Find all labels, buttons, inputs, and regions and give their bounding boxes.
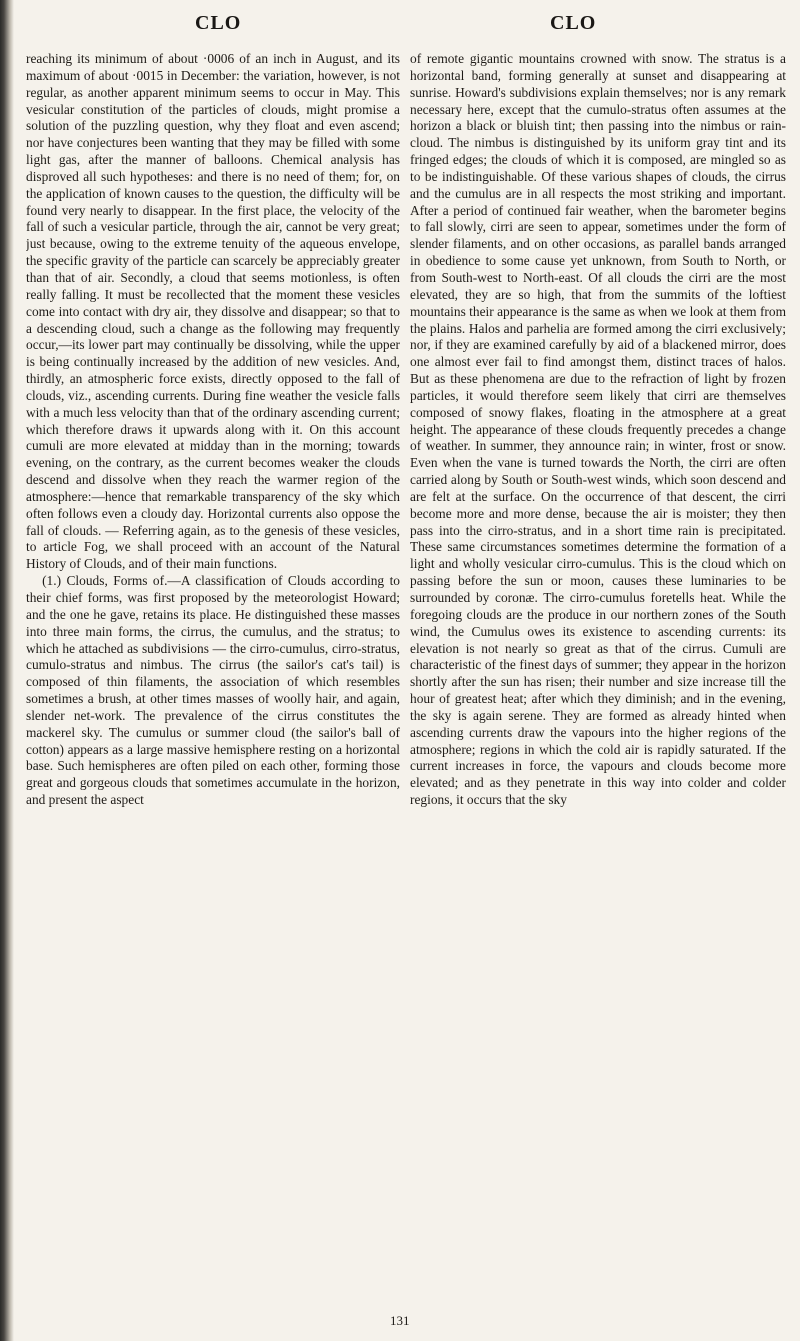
running-header-left: CLO: [195, 12, 242, 34]
paragraph: reaching its minimum of about ·0006 of an inch in August, and its maximum of about ·0015 in December: the variation, however, is not regular, as another apparent minimum seems to occur in May. This vesicular constitution of the particles of clouds, might promise a solution of the puzzling question, why they float and even ascend; nor have conjectures been wanting that they may be filled with some light gas, after the manner of balloons. Chemical analysis has disproved all such hypotheses: and there is no need of them; for, on the application of known causes to the question, the difficulty will be found very nearly to disappear. In the first place, the velocity of the fall of such a vesicular particle, through the air, cannot be very great; just because, owing to the extreme tenuity of the aqueous envelope, the specific gravity of the particle can scarcely be appreciably greater than that of air. Secondly, a cloud that seems motionless, is often really falling. It must be recollected that the moment these vesicles come into contact with dry air, they dissolve and disappear; so that to a descending cloud, such a change as the following may frequently occur,—its lower part may continually be dissolving, while the upper is being continually increased by the addition of new vesicles. And, thirdly, an atmospheric force exists, directly opposed to the fall of clouds, viz., ascending currents. During fine weather the vesicle falls with a much less velocity than that of the ordinary ascending current; which therefore draws it upwards along with it. On this account cumuli are more elevated at midday than in the morning; towards evening, on the contrary, as the current becomes weaker the clouds descend and dissolve when they reach the warmer region of the atmosphere:—hence that remarkable transparency of the sky which often follows even a cloudy day. Horizontal currents also oppose the fall of clouds. — Referring again, as to the genesis of these vesicles, to article Fog, we shall proceed with an account of the Natural History of Clouds, and of their main functions.: [26, 51, 400, 572]
paragraph: (1.) Clouds, Forms of.—A classification of Clouds according to their chief forms, was first proposed by the meteorologist Howard; and the one he gave, retains its place. He distinguished these masses into three main forms, the cirrus, the cumulus, and the stratus; to which he attached as subdivisions — the cirro-cumulus, cirro-stratus, cumulo-stratus and nimbus. The cirrus (the sailor's cat's tail) is composed of thin filaments, the association of which resembles sometimes a brush, at other times masses of woolly hair, and again, slender net-work. The prevalence of the cirrus constitutes the mackerel sky. The cumulus or summer cloud (the sailor's ball of cotton) appears as a large massive hemisphere resting on a horizontal base. Such hemispheres are often piled on each other, forming those great and gorgeous clouds that sometimes accumulate in the horizon, and present the aspect: [26, 573, 400, 808]
page-number: 131: [390, 1313, 410, 1328]
left-text-column: [26, 51, 400, 1306]
paragraph: of remote gigantic mountains crowned with snow. The stratus is a horizontal band, forming generally at sunset and disappearing at sunrise. Howard's subdivisions explain themselves; nor is any remark necessary here, except that the cumulo-stratus often assumes at the horizon a black or bluish tint; then passing into the nimbus or rain-cloud. The nimbus is distinguished by its uniform gray tint and its fringed edges; the clouds of which it is composed, are mingled so as to be indistinguishable. Of these various shapes of clouds, the cirrus and the cumulus are in all respects the most striking and important. After a period of continued fair weather, when the barometer begins to fall slowly, cirri are seen to appear, sometimes under the form of slender filaments, and on other occasions, as parallel bands arranged in obedience to some cause yet unknown, from South to North, or from South-west to North-east. Of all clouds the cirri are the most elevated, they are so high, that from the summits of the loftiest mountains their appearance is the same as when we look at them from the plains. Halos and parhelia are formed among the cirri exclusively; nor, if they are examined carefully by aid of a blackened mirror, does one almost ever fail to find amongst them, distinct traces of halos. But as these phenomena are due to the refraction of light by frozen particles, it would therefore seem likely that cirri are themselves composed of snowy flakes, floating in the atmosphere at a great height. The appearance of these clouds frequently precedes a change of weather. In summer, they announce rain; in winter, frost or snow. Even when the vane is turned towards the North, the cirri are often carried along by South or South-west winds, which soon descend and are felt at the surface. On the occurrence of that descent, the cirri become more and more dense, because the air is moister; they then pass into the cirro-stratus, and in a short time rain is precipitated. These same circumstances sometimes determine the formation of a light and wholly vesicular cirro-cumulus. This is the cloud which on passing before the sun or moon, causes these luminaries to be surrounded by coronæ. The cirro-cumulus foretells heat. While the foregoing clouds are the produce in our northern zones of the South wind, the Cumulus owes its existence to ascending currents: its elevation is not nearly so great as that of the cirrus. Cumuli are characteristic of the finest days of summer; they appear in the horizon shortly after the sun has risen; their number and size increase till the hour of greatest heat; after which they diminish; and in the evening, the sky is again serene. They are formed as already hinted when ascending currents draw the vapours into the higher regions of the atmosphere; regions in which the cold air is rapidly saturated. If the current increases in force, the vapours and clouds become more elevated; and as they penetrate in this way into colder and colder regions, it occurs that the sky: [410, 51, 786, 808]
right-text-column: [410, 51, 786, 1306]
running-header-right: CLO: [550, 12, 597, 34]
book-binding-shadow: [0, 0, 14, 1341]
